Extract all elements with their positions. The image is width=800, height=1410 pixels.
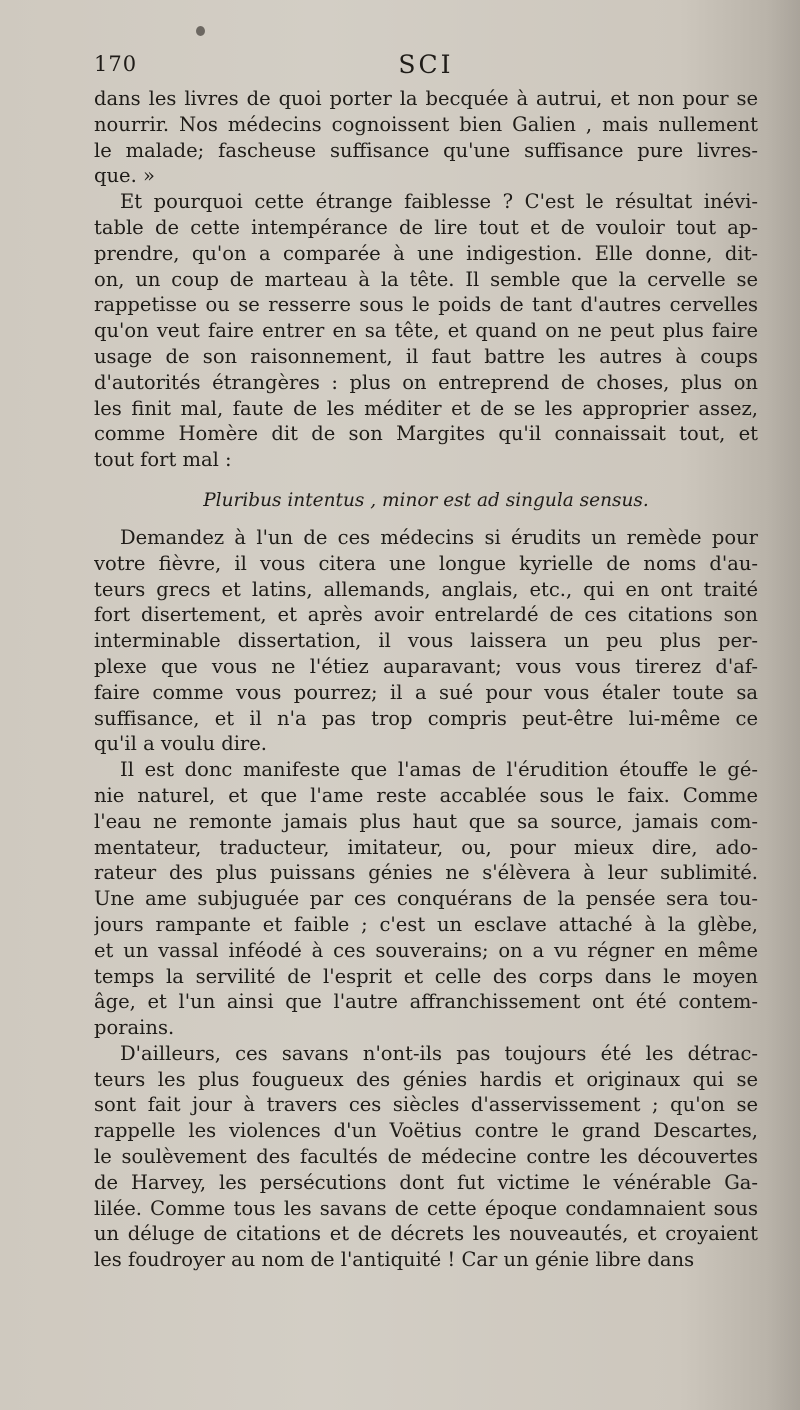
text-line: les foudroyer au nom de l'antiquité ! Car un génie libre dans: [94, 1248, 695, 1272]
text-line: porains.: [94, 1016, 175, 1040]
text-line: teurs les plus fougueux des génies hardis et originaux qui se: [94, 1067, 758, 1091]
ink-spot: [196, 26, 205, 36]
text-line: temps la servilité de l'esprit et celle des corps dans le moyen: [94, 964, 758, 988]
text-line: que. »: [94, 164, 155, 188]
text-line: interminable dissertation, il vous laissera un peu plus per-: [94, 629, 758, 653]
text-line: lilée. Comme tous les savans de cette époque condamnaient sous: [94, 1196, 758, 1220]
text-line: qu'il a voulu dire.: [94, 732, 267, 756]
page-number: 170: [94, 52, 138, 76]
text-line: Une ame subjuguée par ces conquérans de la pensée sera tou-: [94, 887, 758, 911]
text-line: Et pourquoi cette étrange faiblesse ? C'est le résultat inévi-: [120, 190, 758, 214]
text-line: votre fièvre, il vous citera une longue kyrielle de noms d'au-: [94, 551, 758, 575]
text-line: usage de son raisonnement, il faut battre les autres à coups: [94, 344, 758, 368]
text-line: Il est donc manifeste que l'amas de l'érudition étouffe le gé-: [120, 758, 758, 782]
text-line: nourrir. Nos médecins cognoissent bien Galien , mais nullement: [94, 112, 758, 136]
text-line: un déluge de citations et de décrets les nouveautés, et croyaient: [94, 1222, 758, 1246]
text-line: suffisance, et il n'a pas trop compris peut-être lui-même ce: [94, 706, 758, 730]
text-line: le malade; fascheuse suffisance qu'une suffisance pure livres-: [94, 138, 758, 162]
running-head: SCI: [398, 50, 454, 79]
text-line: plexe que vous ne l'étiez auparavant; vous vous tirerez d'af-: [94, 654, 758, 678]
text-line: D'ailleurs, ces savans n'ont-ils pas toujours été les détrac-: [120, 1041, 758, 1065]
text-line: Demandez à l'un de ces médecins si érudits un remède pour: [120, 525, 758, 549]
text-line: qu'on veut faire entrer en sa tête, et quand on ne peut plus faire: [94, 319, 758, 343]
text-line: nie naturel, et que l'ame reste accablée sous le faix. Comme: [94, 783, 758, 807]
text-line: table de cette intempérance de lire tout et de vouloir tout ap-: [94, 215, 758, 239]
text-line: teurs grecs et latins, allemands, anglais, etc., qui en ont traité: [94, 577, 758, 601]
text-line: faire comme vous pourrez; il a sué pour vous étaler toute sa: [94, 680, 758, 704]
text-line: le soulèvement des facultés de médecine contre les découvertes: [94, 1145, 758, 1169]
text-line: fort disertement, et après avoir entrelardé de ces citations son: [94, 603, 758, 627]
text-line: de Harvey, les persécutions dont fut victime le vénérable Ga-: [94, 1170, 758, 1194]
text-line: dans les livres de quoi porter la becquée à autrui, et non pour se: [94, 87, 758, 110]
text-line: et un vassal inféodé à ces souverains; on a vu régner en même: [94, 938, 758, 962]
text-line: rappetisse ou se resserre sous le poids de tant d'autres cervelles: [94, 293, 758, 317]
text-line: on, un coup de marteau à la tête. Il semble que la cervelle se: [94, 267, 758, 291]
text-line: comme Homère dit de son Margites qu'il connaissait tout, et: [94, 422, 758, 446]
text-line: d'autorités étrangères : plus on entreprend de choses, plus on: [94, 370, 758, 394]
text-line: rateur des plus puissans génies ne s'élèvera à leur sublimité.: [94, 861, 758, 885]
text-line: sont fait jour à travers ces siècles d'asservissement ; qu'on se: [94, 1093, 758, 1117]
text-line: mentateur, traducteur, imitateur, ou, pour mieux dire, ado-: [94, 835, 758, 859]
latin-quote: Pluribus intentus , minor est ad singula sensus.: [203, 489, 649, 511]
page-header: [94, 50, 758, 86]
text-line: les finit mal, faute de les méditer et de se les approprier assez,: [94, 396, 758, 420]
text-line: l'eau ne remonte jamais plus haut que sa source, jamais com-: [94, 809, 758, 833]
text-line: tout fort mal :: [94, 448, 232, 472]
text-line: prendre, qu'on a comparée à une indigestion. Elle donne, dit-: [94, 241, 758, 265]
text-line: âge, et l'un ainsi que l'autre affranchissement ont été contem-: [94, 990, 758, 1014]
text-line: jours rampante et faible ; c'est un esclave attaché à la glèbe,: [94, 912, 758, 936]
body-text: [94, 86, 758, 1273]
text-line: rappelle les violences d'un Voëtius contre le grand Descartes,: [94, 1119, 758, 1143]
